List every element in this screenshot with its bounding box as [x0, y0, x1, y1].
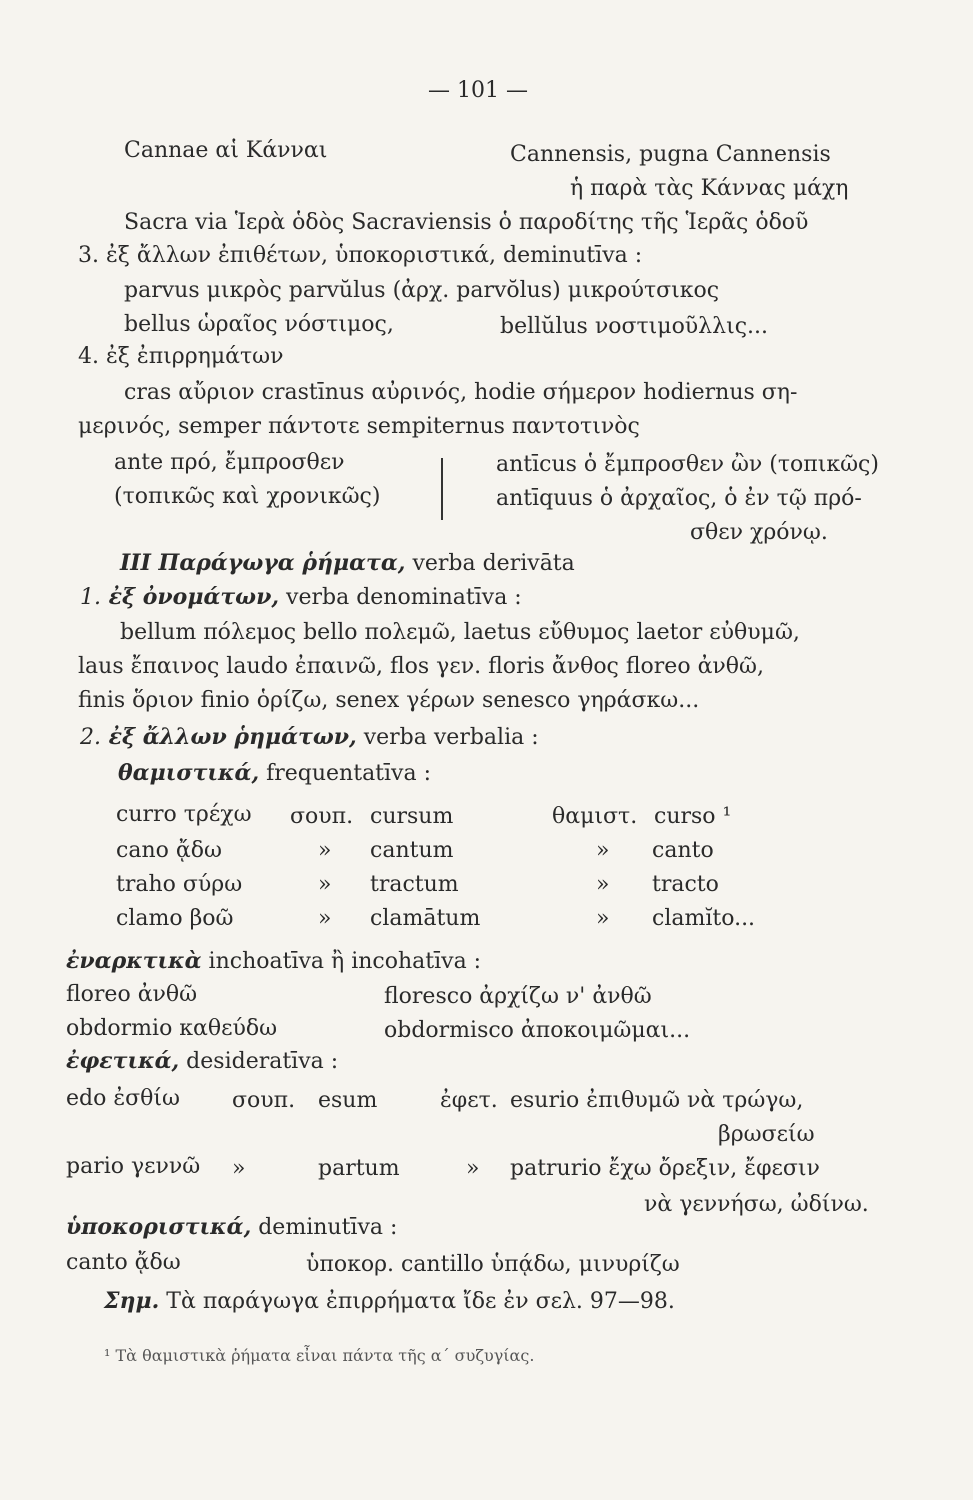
- inch-heading: [66, 950, 481, 973]
- desid-rest: desideratīva :: [179, 1049, 339, 1074]
- brace-divider: [441, 458, 443, 520]
- inch-bold: ἐναρκτικὰ: [66, 948, 202, 974]
- freq-row-2-a: cano ᾄδω: [116, 838, 222, 863]
- section-III-heading: [120, 552, 575, 575]
- sub2-heading: [80, 726, 539, 749]
- freq-row-1-a: curro τρέχω: [116, 802, 252, 827]
- section-4-heading: 4. ἐξ ἐπιρρημάτων: [78, 344, 284, 369]
- freq-row-2-b: »: [318, 838, 332, 863]
- section-4-line-1a: cras αὔριον crastīnus αὐρινός, hodie σήμερον hodiernus ση-: [124, 380, 798, 405]
- inch-row-2-right: obdormisco ἀποκοιμῶμαι...: [384, 1018, 691, 1043]
- note-line: [104, 1290, 675, 1313]
- ante-left-1: ante πρό, ἔμπροσθεν: [114, 450, 345, 475]
- sub1-rest: verba denominatīva :: [279, 585, 522, 610]
- desid-row-1-b: σουπ.: [232, 1088, 296, 1113]
- freq-row-3-b: »: [318, 872, 332, 897]
- cannae-left: Cannae αἱ Κάνναι: [124, 138, 328, 163]
- dimin-bold: ὑποκοριστικά,: [66, 1214, 252, 1240]
- desid-row-2-a: pario γεννῶ: [66, 1154, 201, 1179]
- freq-row-3-c: tractum: [370, 872, 459, 897]
- footnote: ¹ Τὰ θαμιστικὰ ῥήματα εἶναι πάντα τῆς α΄ συζυγίας.: [104, 1346, 535, 1365]
- freq-rest: frequentatīva :: [259, 761, 432, 786]
- freq-row-4-c: clamātum: [370, 906, 481, 931]
- freq-row-1-e: curso ¹: [654, 804, 732, 829]
- freq-row-3-e: tracto: [652, 872, 719, 897]
- freq-row-1-b: σουπ.: [290, 804, 354, 829]
- section-III-heading-bold: III Παράγωγα ῥήματα,: [120, 550, 406, 576]
- ante-right-1: antīcus ὁ ἔμπροσθεν ὢν (τοπικῶς): [496, 452, 879, 477]
- sub1-line-2: laus ἔπαινος laudo ἐπαινῶ, flos γεν. floris ἄνθος floreo ἀνθῶ,: [78, 654, 764, 679]
- inch-row-1-right: floresco ἀρχίζω ν' ἀνθῶ: [384, 984, 652, 1009]
- note-label: Σημ.: [104, 1288, 160, 1314]
- freq-row-2-d: »: [596, 838, 610, 863]
- freq-row-1-c: cursum: [370, 804, 454, 829]
- freq-row-4-e: clamĭto...: [652, 906, 756, 931]
- section-3-line-2-right: bellŭlus νοστιμοῦλλις...: [500, 314, 768, 339]
- desid-row-1-cont: βρωσείω: [718, 1122, 815, 1147]
- desid-row-2-cont: νὰ γεννήσω, ὠδίνω.: [644, 1192, 869, 1217]
- dimin-row-1-right: ὑποκορ. cantillo ὑπᾴδω, μινυρίζω: [306, 1252, 680, 1277]
- freq-row-4-d: »: [596, 906, 610, 931]
- desid-row-2-c: partum: [318, 1156, 400, 1181]
- sub1-bold: ἐξ ὀνομάτων,: [101, 584, 280, 610]
- desid-heading: [66, 1050, 338, 1073]
- section-3-line-1: parvus μικρὸς parvŭlus (ἀρχ. parvŏlus) μικρούτσικος: [124, 278, 720, 303]
- desid-row-2-e: patrurio ἔχω ὄρεξιν, ἔφεσιν: [510, 1156, 820, 1181]
- inch-row-1-left: floreo ἀνθῶ: [66, 982, 198, 1007]
- sub1-num: 1.: [80, 585, 101, 610]
- freq-bold: θαμιστικά,: [118, 760, 260, 786]
- sub2-bold: ἐξ ἄλλων ῥημάτων,: [101, 724, 357, 750]
- ante-right-2: antīquus ὁ ἀρχαῖος, ὁ ἐν τῷ πρό-: [496, 486, 862, 511]
- freq-heading: [118, 762, 431, 785]
- ante-left-2: (τοπικῶς καὶ χρονικῶς): [114, 484, 381, 509]
- freq-row-2-c: cantum: [370, 838, 454, 863]
- sub2-num: 2.: [80, 725, 101, 750]
- inch-row-2-left: obdormio καθεύδω: [66, 1016, 278, 1041]
- freq-row-4-b: »: [318, 906, 332, 931]
- freq-row-2-e: canto: [652, 838, 714, 863]
- desid-row-2-b: »: [232, 1156, 246, 1181]
- desid-row-1-a: edo ἐσθίω: [66, 1086, 180, 1111]
- section-4-line-1b: μερινός, semper πάντοτε sempiternus παντοτινὸς: [78, 414, 640, 439]
- desid-row-1-c: esum: [318, 1088, 378, 1113]
- sub1-line-3: finis ὅριον finio ὁρίζω, senex γέρων senesco γηράσκω...: [78, 688, 700, 713]
- page-number: — 101 —: [428, 78, 528, 103]
- cannae-right-cont: ἡ παρὰ τὰς Κάννας μάχη: [570, 176, 849, 201]
- note-text: Τὰ παράγωγα ἐπιρρήματα ἴδε ἐν σελ. 97—98.: [159, 1289, 675, 1314]
- dimin-heading: [66, 1216, 397, 1239]
- inch-rest: inchoatīva ἢ incohatīva :: [201, 949, 482, 974]
- ante-right-3: σθεν χρόνῳ.: [690, 520, 828, 545]
- cannae-right: Cannensis, pugna Cannensis: [510, 142, 831, 167]
- dimin-row-1-left: canto ᾄδω: [66, 1250, 181, 1275]
- sub1-line-1: bellum πόλεμος bello πολεμῶ, laetus εὔθυμος laetor εὐθυμῶ,: [120, 620, 800, 645]
- desid-row-2-d: »: [466, 1156, 480, 1181]
- sub2-rest: verba verbalia :: [356, 725, 539, 750]
- desid-bold: ἐφετικά,: [66, 1048, 180, 1074]
- desid-row-1-e: esurio ἐπιθυμῶ νὰ τρώγω,: [510, 1088, 804, 1113]
- freq-row-4-a: clamo βοῶ: [116, 906, 234, 931]
- freq-row-1-d: θαμιστ.: [552, 804, 638, 829]
- section-3-line-2-left: bellus ὡραῖος νόστιμος,: [124, 312, 394, 337]
- desid-row-1-d: ἐφετ.: [440, 1088, 498, 1113]
- freq-row-3-a: traho σύρω: [116, 872, 243, 897]
- sub1-heading: [80, 586, 522, 609]
- section-3-heading: 3. ἐξ ἄλλων ἐπιθέτων, ὑποκοριστικά, deminutīva :: [78, 243, 643, 268]
- dimin-rest: deminutīva :: [251, 1215, 398, 1240]
- freq-row-3-d: »: [596, 872, 610, 897]
- section-III-heading-rest: verba derivāta: [405, 551, 575, 576]
- sacra-via-line: Sacra via Ἱερὰ ὁδὸς Sacraviensis ὁ παροδίτης τῆς Ἱερᾶς ὁδοῦ: [124, 210, 809, 235]
